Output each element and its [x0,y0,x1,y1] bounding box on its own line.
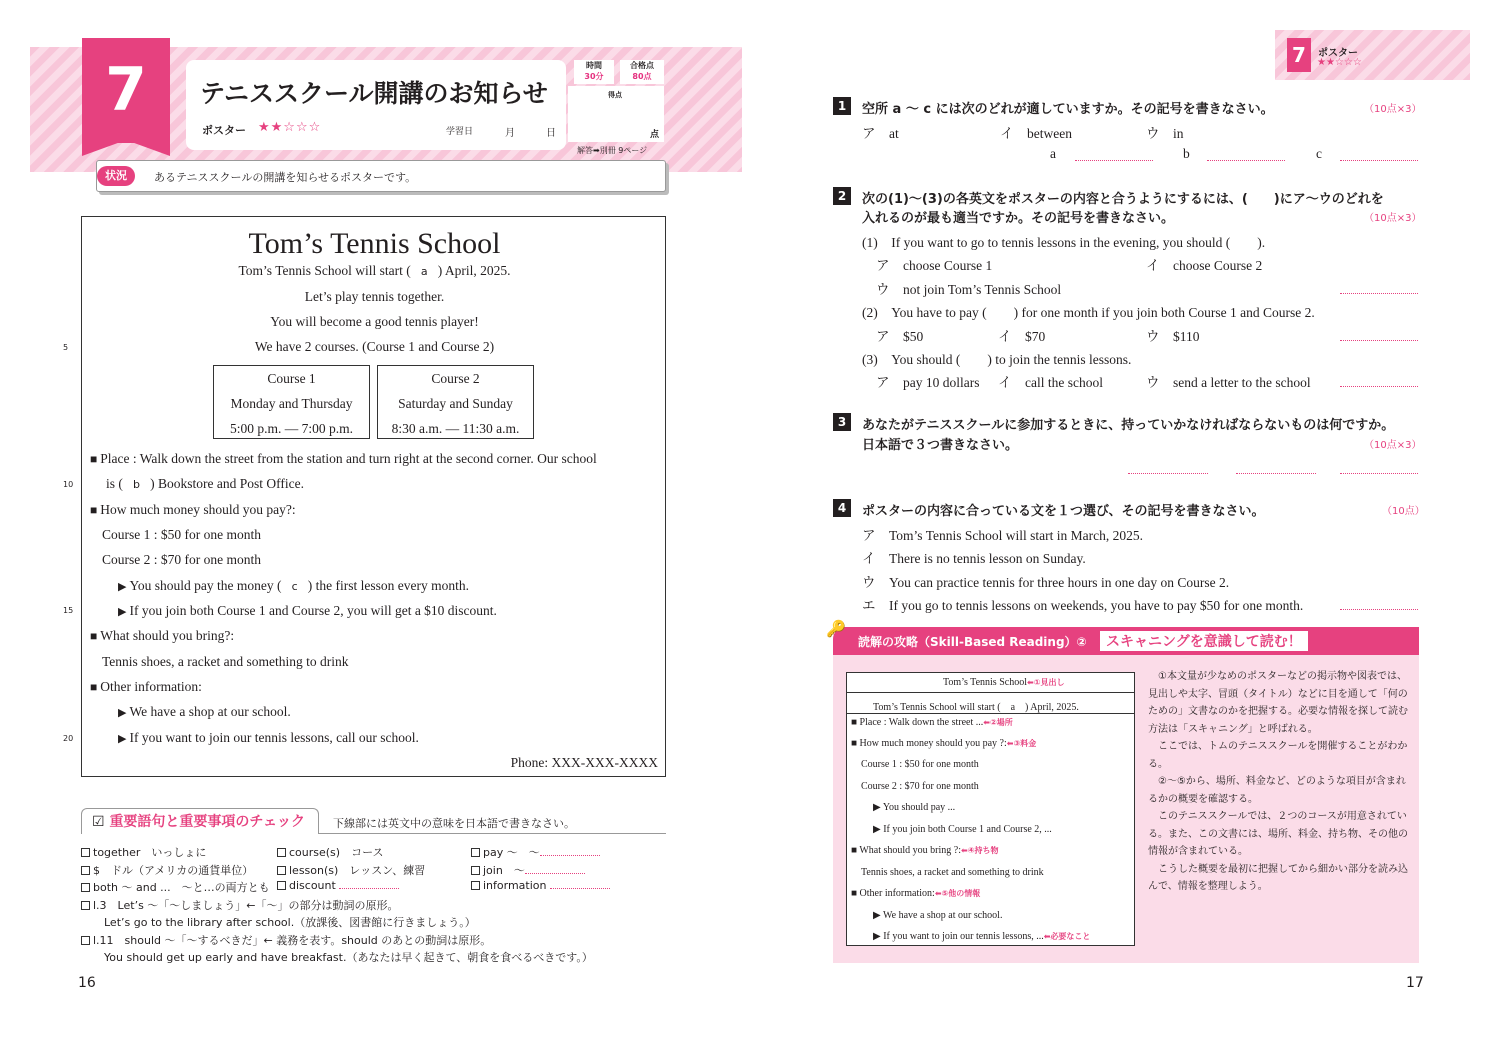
points: （10点×3） [1364,104,1422,115]
poster-line: Let’s play tennis together. [304,289,445,304]
course1-box: Course 1 Monday and Thursday 5:00 p.m. — 7:00 p.m. [213,365,370,439]
option: ア choose Course 1 [876,258,993,273]
answer-line[interactable] [1340,340,1418,341]
vocab-item[interactable]: both ～ and ... ～と…の両方とも [81,879,270,895]
time-box: 時間 30分 [574,60,614,84]
join-line: ▶ If you want to join our tennis lessons, call our school. [118,730,419,746]
score-label: 得点 [608,91,622,99]
line-number: 5 [63,343,69,352]
mini-line: Tennis shoes, a racket and something to drink [861,867,1044,878]
question-text: 次の(1)～(3)の各英文をポスターの内容と合うようにするには、( )にア～ウのどれを [862,192,1384,207]
page-title: テニススクール開講のお知らせ [200,79,548,108]
place-line: ■ Place : Walk down the street from the station and turn right at the second corner. Our school [90,451,597,467]
poster [81,216,666,777]
score-unit: 点 [650,130,660,140]
answer-line[interactable] [1128,473,1208,474]
pass-box: 合格点 80点 [620,60,664,84]
other-info: ■ Other information: [90,679,202,695]
vocab-item[interactable]: course(s) コース [277,844,384,860]
genre-label: ポスター [202,124,246,137]
question-text: あなたがテニススクールに参加するときに、持っていかなければならないものは何ですか。 [862,418,1395,433]
money-question: ■ How much money should you pay?: [90,502,296,518]
sub-question: (1) If you want to go to tennis lessons in the evening, you should ( ). [862,235,1266,250]
vocab-item[interactable]: lesson(s) レッスン、練習 [277,862,425,878]
mini-line: ■ How much money should you pay ?:⬅③料金 [851,738,1037,749]
poster-line: We have 2 courses. (Course 1 and Course 2) [254,339,495,354]
answer-line[interactable] [1340,386,1418,387]
discount-line: ▶ If you join both Course 1 and Course 2, you will get a $10 discount. [118,603,497,619]
vocab-item[interactable]: join ～ [471,862,585,878]
month-label: 月 [505,128,515,139]
option: ア $50 [876,329,924,344]
line-number: 15 [63,606,74,615]
mini-line: ▶ If you join both Course 1 and Course 2, ... [873,824,1052,835]
strategy-explanation: ①本文量が少なめのポスターなどの掲示物や図表では、見出しや太字、冒頭（タイトル）などに目を通して「何のための」文書なのかを把握する。必要な情報を探して読む方法は「スキャニング」と呼ばれる。 ここでは、トムのテニススクールを開催することがわかる。 ②～⑤から、場所、料金など、どのような項目が含まれるかの概要を確認する。 このテニススクールでは、２つのコースが用意されている。また、この文書には、場所、料金、持ち物、その他の情報が含まれている。 こうした概要を最初に把握してから細かい部分を読み込んで、情報を整理しよう。 [1148,671,1408,892]
mini-line: Tom’s Tennis School will start ( a ) April, 2025. [873,702,1079,713]
answer-line[interactable] [1340,293,1418,294]
question-number: 3 [833,413,851,431]
vocab-item[interactable]: information [471,879,610,892]
difficulty-stars: ★★☆☆☆ [258,120,322,135]
page-number: 16 [78,975,96,991]
grammar-note-l11[interactable]: l.11 should ～「～するべきだ」← 義務を表す。should のあとの動詞は原形。 [81,932,491,948]
strategy-subtitle: スキャニングを意識して読む！ [1100,631,1308,651]
question-text: 日本語で３つ書きなさい。 [862,438,1019,453]
option: イ $70 [998,329,1046,344]
vocab-title: ☑ 重要語句と重要事項のチェック [92,814,306,830]
mini-line: Course 2 : $70 for one month [861,781,979,792]
grammar-note-l3[interactable]: l.3 Let’s ～「～しましょう」←「～」の部分は動詞の原形。 [81,897,399,913]
money-course1: Course 1 : $50 for one month [102,527,261,542]
question-text: 入れるのが最も適当ですか。その記号を書きなさい。 [862,211,1175,226]
grammar-example: Let’s go to the library after school.（放課後、図書館に行きましょう。） [104,916,476,929]
blank-label: c [1316,146,1322,161]
option: ア pay 10 dollars [876,375,980,390]
option: エ If you go to tennis lessons on weekends, you have to pay $50 for one month. [862,598,1304,613]
points: （10点×3） [1364,440,1422,451]
mini-line: Tom’s Tennis School⬅①見出し [943,677,1065,688]
check-icon: ☑ [92,814,105,830]
mini-line: ■ What should you bring ?:⬅④持ち物 [851,845,999,856]
vocab-instruction: 下線部には英文中の意味を日本語で書きなさい。 [333,817,575,830]
bring-answer: Tennis shoes, a racket and something to drink [102,654,349,669]
mini-poster [846,672,1135,946]
vocab-item[interactable]: $ ドル（アメリカの通貨単位） [81,862,253,878]
answer-line-a[interactable] [1075,160,1153,161]
vocab-item[interactable]: together いっしょに [81,844,206,860]
question-text: ポスターの内容に合っている文を１つ選び、その記号を書きなさい。 [862,504,1265,519]
situation-text: あるテニススクールの開講を知らせるポスターです。 [154,171,417,184]
answer-reference: 解答➡別冊 9ページ [577,146,648,155]
poster-title: Tom’s Tennis School [248,227,501,260]
pay-line: ▶ You should pay the money ( c ) the first lesson every month. [118,578,469,594]
option: ウ in [1146,126,1184,141]
vocab-item[interactable]: discount [277,879,399,892]
line-number: 10 [63,480,74,489]
mini-line: ▶ We have a shop at our school. [873,910,1003,921]
study-day-label: 学習日 [446,127,474,137]
option: ア Tom’s Tennis School will start in March, 2025. [862,528,1143,543]
money-course2: Course 2 : $70 for one month [102,552,261,567]
poster-start-line: Tom’s Tennis School will start ( a ) April, 2025. [238,263,511,278]
blank-label: a [1050,146,1056,161]
situation-badge: 状況 [97,166,135,186]
answer-line-b[interactable] [1207,160,1285,161]
answer-line[interactable] [1340,609,1418,610]
option: イ call the school [998,375,1103,390]
line-number: 20 [63,734,74,743]
mini-line: ▶ If you want to join our tennis lessons, ...⬅必要なこと [873,931,1091,942]
genre-label: ポスター [1318,48,1358,59]
option: ウ You can practice tennis for three hours in one day on Course 2. [862,575,1230,590]
option: ア at [862,126,899,141]
question-text: 空所 a ～ c には次のどれが適していますか。その記号を書きなさい。 [862,102,1274,117]
shop-line: ▶ We have a shop at our school. [118,704,291,720]
vocab-divider [319,833,666,834]
answer-line[interactable] [1236,473,1316,474]
points: （10点×3） [1364,213,1422,224]
option: ウ send a letter to the school [1146,375,1311,390]
mini-line: ■ Place : Walk down the street ...⬅②場所 [851,717,1013,728]
vocab-item[interactable]: pay ～ ～ [471,844,600,860]
place-line2: is ( b ) Bookstore and Post Office. [106,476,304,491]
page-number: 17 [1406,975,1424,991]
day-label: 日 [546,128,556,139]
option: イ There is no tennis lesson on Sunday. [862,551,1086,566]
mini-line: ▶ You should pay ... [873,802,956,813]
difficulty-stars: ★★☆☆☆ [1317,57,1362,68]
points: （10点） [1382,506,1425,517]
question-number: 2 [833,187,851,205]
mini-line: Course 1 : $50 for one month [861,759,979,770]
poster-line: You will become a good tennis player! [270,314,479,329]
sub-question: (2) You have to pay ( ) for one month if you join both Course 1 and Course 2. [862,305,1315,320]
mini-line: ■ Other information:⬅⑤他の情報 [851,888,981,899]
answer-line-c[interactable] [1340,160,1418,161]
sub-question: (3) You should ( ) to join the tennis lessons. [862,352,1132,367]
key-icon: 🔑 [826,619,846,638]
phone: Phone: XXX-XXX-XXXX [510,755,658,770]
option: イ choose Course 2 [1146,258,1263,273]
option: ウ not join Tom’s Tennis School [876,282,1062,297]
unit-flag [82,140,170,156]
question-number: 1 [833,97,851,115]
option: ウ $110 [1146,329,1200,344]
answer-line[interactable] [1340,473,1418,474]
unit-number: 7 [82,38,170,143]
grammar-example: You should get up early and have breakfast.（あなたは早く起きて、朝食を食べるべきです。） [104,951,593,964]
blank-label: b [1183,146,1190,161]
unit-number: 7 [1287,38,1311,72]
question-number: 4 [833,499,851,517]
option: イ between [1000,126,1072,141]
strategy-title: 読解の攻略（Skill-Based Reading）② [858,635,1087,649]
course2-box: Course 2 Saturday and Sunday 8:30 a.m. — 11:30 a.m. [377,365,534,439]
bring-question: ■ What should you bring?: [90,628,234,644]
